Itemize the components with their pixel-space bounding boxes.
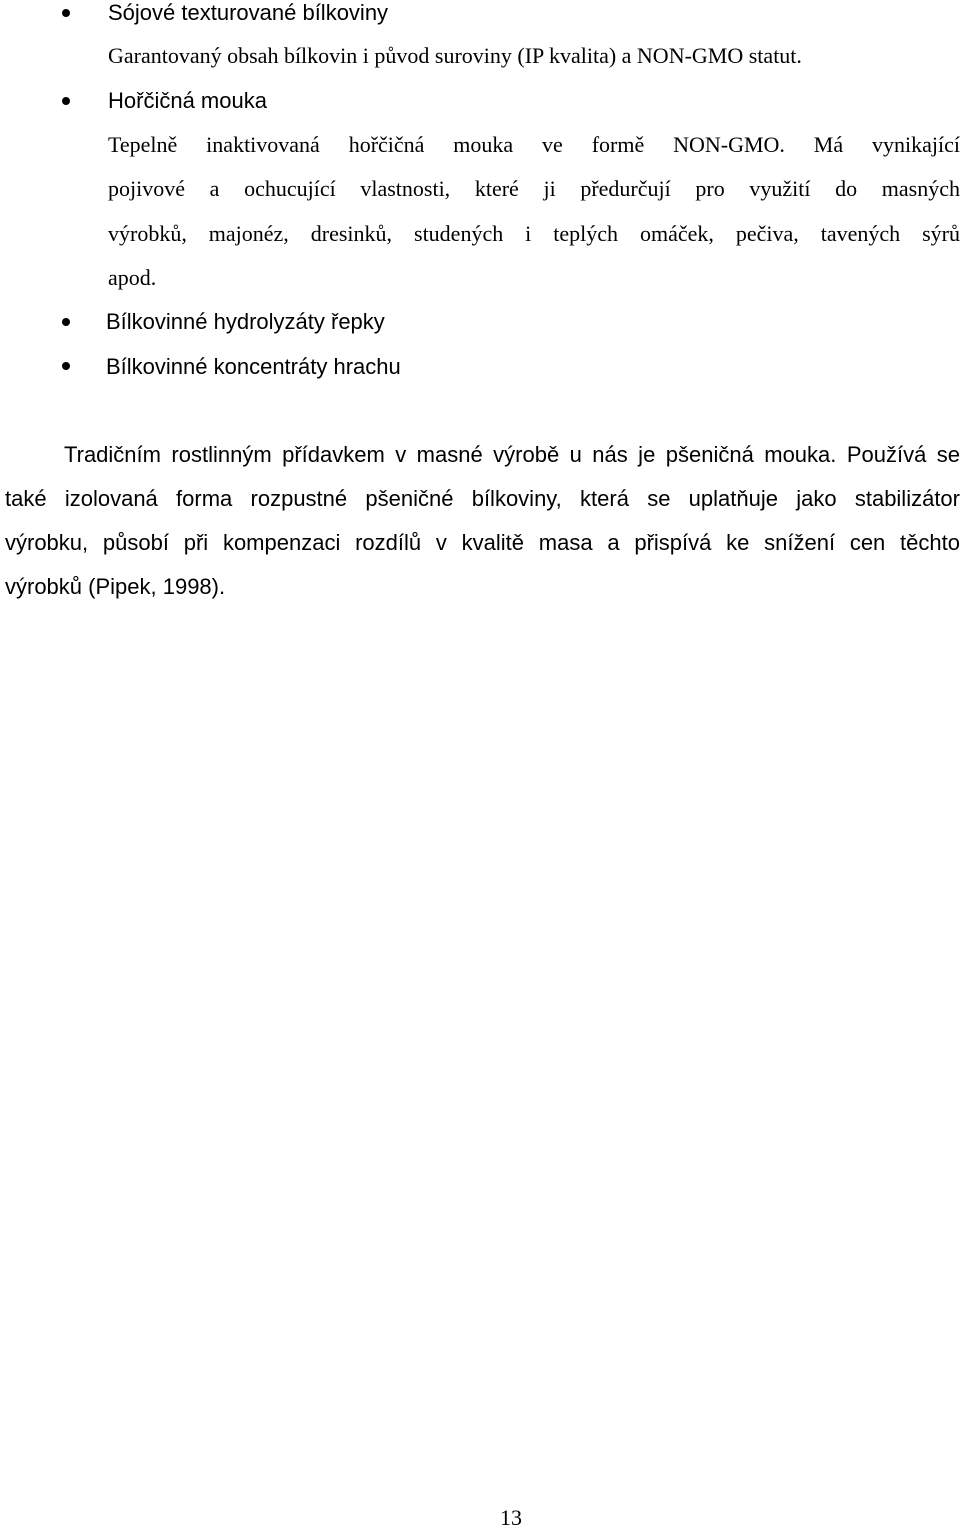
page-number: 13 <box>500 1505 522 1530</box>
list-item-description: Garantovaný obsah bílkovin i původ suroviny (IP kvalita) a NON-GMO statut. <box>108 43 802 68</box>
paragraph-last-line: výrobků (Pipek, 1998). <box>5 574 226 599</box>
list-item-title: Hořčičná mouka <box>108 88 267 113</box>
paragraph-line: také izolovaná forma rozpustné pšeničné bílkoviny, která se uplatňuje jako stabilizátor <box>5 486 960 511</box>
paragraph-line: výrobku, působí při kompenzaci rozdílů v kvalitě masa a přispívá ke snížení cen těchto <box>5 530 960 555</box>
list-item-description-line: Tepelně inaktivovaná hořčičná mouka ve formě NON-GMO. Má vynikající <box>108 132 960 157</box>
list-item-title: Bílkovinné hydrolyzáty řepky <box>106 309 385 334</box>
list-item-description-line: výrobků, majonéz, dresinků, studených i teplých omáček, pečiva, tavených sýrů <box>108 221 960 246</box>
list-item-description-line: pojivové a ochucující vlastnosti, které ji předurčují pro využití do masných <box>108 176 960 201</box>
list-item-title: Sójové texturované bílkoviny <box>108 0 389 25</box>
bullet-icon <box>62 318 70 326</box>
list-item-title: Bílkovinné koncentráty hrachu <box>106 354 401 379</box>
bullet-icon <box>62 362 70 370</box>
list-item-description-line: apod. <box>108 265 157 290</box>
bullet-icon <box>62 9 70 17</box>
paragraph-first-line: Tradičním rostlinným přídavkem v masné výrobě u nás je pšeničná mouka. Používá se <box>64 442 960 467</box>
bullet-icon <box>62 97 70 105</box>
